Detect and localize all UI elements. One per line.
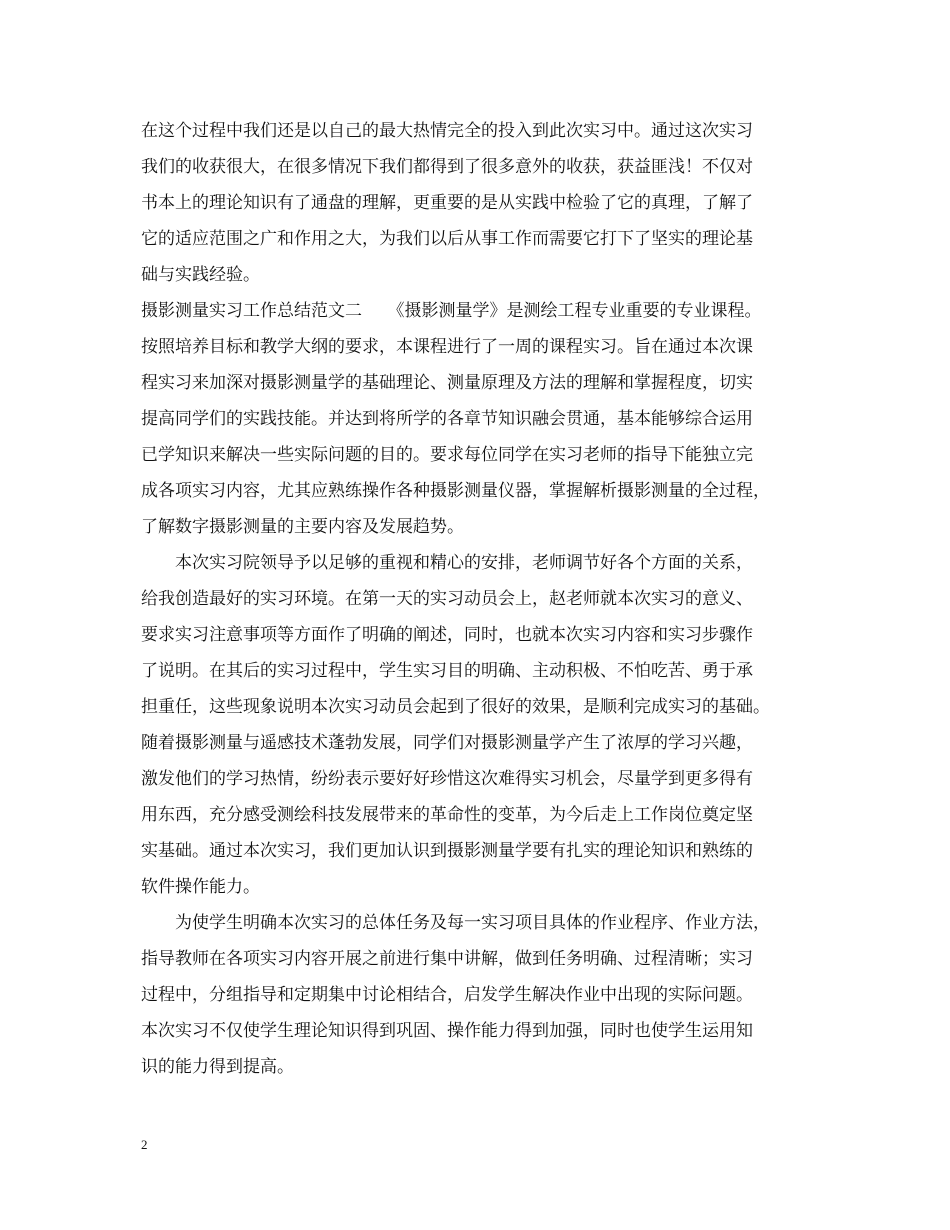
text-line: 用东西，充分感受测绘科技发展带来的革命性的变革，为今后走上工作岗位奠定坚 bbox=[141, 805, 753, 825]
text-line: 给我创造最好的实习环境。在第一天的实习动员会上，赵老师就本次实习的意义、 bbox=[141, 589, 753, 609]
text-line: 它的适应范围之广和作用之大，为我们以后从事工作而需要它打下了坚实的理论基 bbox=[141, 229, 753, 249]
text-line: 识的能力得到提高。 bbox=[141, 1057, 294, 1077]
text-line: 我们的收获很大，在很多情况下我们都得到了很多意外的收获，获益匪浅！不仅对 bbox=[141, 157, 753, 177]
text-line: 要求实习注意事项等方面作了明确的阐述，同时，也就本次实习内容和实习步骤作 bbox=[141, 625, 753, 645]
text-line: 提高同学们的实践技能。并达到将所学的各章节知识融会贯通，基本能够综合运用 bbox=[141, 409, 753, 429]
text-line: 指导教师在各项实习内容开展之前进行集中讲解，做到任务明确、过程清晰；实习 bbox=[141, 949, 753, 969]
text-line: 础与实践经验。 bbox=[141, 265, 260, 285]
text-line: 为使学生明确本次实习的总体任务及每一实习项目具体的作业程序、作业方法， bbox=[141, 913, 770, 933]
text-line: 担重任，这些现象说明本次实习动员会起到了很好的效果，是顺利完成实习的基础。 bbox=[141, 697, 770, 717]
text-line: 本次实习不仅使学生理论知识得到巩固、操作能力得到加强，同时也使学生运用知 bbox=[141, 1021, 753, 1041]
text-line: 已学知识来解决一些实际问题的目的。要求每位同学在实习老师的指导下能独立完 bbox=[141, 445, 753, 465]
text-line: 在这个过程中我们还是以自己的最大热情完全的投入到此次实习中。通过这次实习 bbox=[141, 121, 753, 141]
text-line: 程实习来加深对摄影测量学的基础理论、测量原理及方法的理解和掌握程度，切实 bbox=[141, 373, 753, 393]
text-line: 软件操作能力。 bbox=[141, 877, 260, 897]
text-line: 实基础。通过本次实习，我们更加认识到摄影测量学要有扎实的理论知识和熟练的 bbox=[141, 841, 753, 861]
text-line: 过程中，分组指导和定期集中讨论相结合，启发学生解决作业中出现的实际问题。 bbox=[141, 985, 753, 1005]
text-line: 随着摄影测量与遥感技术蓬勃发展，同学们对摄影测量学产生了浓厚的学习兴趣， bbox=[141, 733, 753, 753]
text-line: 成各项实习内容，尤其应熟练操作各种摄影测量仪器，掌握解析摄影测量的全过程， bbox=[141, 481, 770, 501]
text-line: 摄影测量实习工作总结范文二 《摄影测量学》是测绘工程专业重要的专业课程。 bbox=[141, 301, 762, 321]
text-line: 书本上的理论知识有了通盘的理解，更重要的是从实践中检验了它的真理，了解了 bbox=[141, 193, 753, 213]
page-number: 2 bbox=[141, 1137, 148, 1152]
text-line: 了解数字摄影测量的主要内容及发展趋势。 bbox=[141, 517, 464, 537]
text-line: 激发他们的学习热情，纷纷表示要好好珍惜这次难得实习机会，尽量学到更多得有 bbox=[141, 769, 753, 789]
text-line: 了说明。在其后的实习过程中，学生实习目的明确、主动积极、不怕吃苦、勇于承 bbox=[141, 661, 753, 681]
text-line: 按照培养目标和教学大纲的要求，本课程进行了一周的课程实习。旨在通过本次课 bbox=[141, 337, 753, 357]
text-line: 本次实习院领导予以足够的重视和精心的安排，老师调节好各个方面的关系， bbox=[141, 553, 753, 573]
